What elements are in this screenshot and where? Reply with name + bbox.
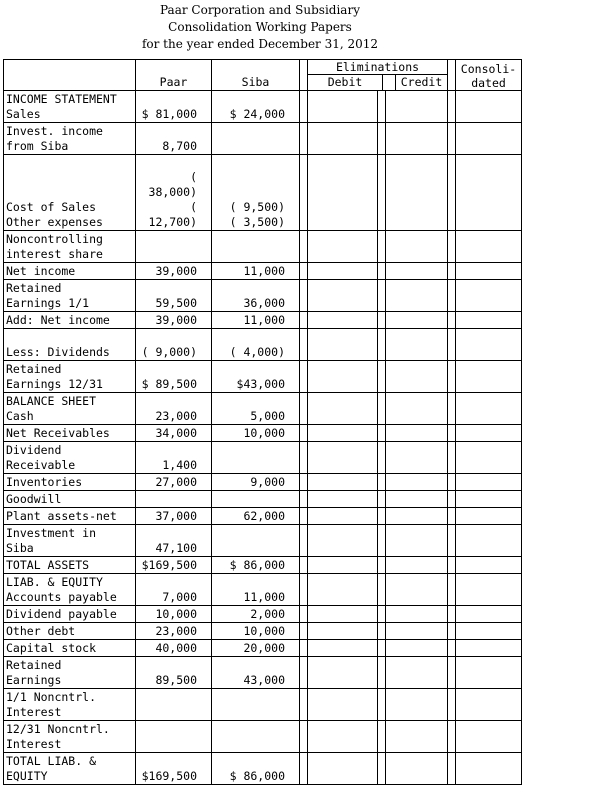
debit-cell: [308, 557, 378, 574]
table-row: [4, 442, 522, 474]
siba-value: 10,000: [212, 425, 300, 442]
credit-cell: [386, 442, 448, 474]
credit-cell: [386, 508, 448, 525]
table-row: [4, 393, 522, 425]
spacer-cell: [448, 280, 456, 312]
spacer-cell: [378, 525, 386, 557]
spacer-cell: [300, 474, 308, 491]
spacer-cell: [378, 312, 386, 329]
debit-cell: [308, 525, 378, 557]
table-row: [4, 721, 522, 753]
consolidated-cell: [456, 474, 522, 491]
spacer-cell: [448, 123, 456, 155]
row-label: 1/1 Noncntrl. Interest: [4, 689, 136, 721]
spacer-cell: [448, 361, 456, 393]
spacer-cell: [300, 491, 308, 508]
row-label: Inventories: [4, 474, 136, 491]
consolidated-cell: [456, 123, 522, 155]
row-label: Retained Earnings: [4, 657, 136, 689]
spacer-cell: [300, 263, 308, 280]
spacer-cell: [378, 623, 386, 640]
debit-cell: [308, 606, 378, 623]
siba-value: [212, 231, 300, 263]
table-row: [4, 361, 522, 393]
spacer-cell: [300, 557, 308, 574]
consolidated-cell: [456, 557, 522, 574]
credit-cell: [386, 280, 448, 312]
table-row: [4, 640, 522, 657]
consolidated-cell: [456, 689, 522, 721]
report-period: for the year ended December 31, 2012: [141, 37, 379, 51]
debit-cell: [308, 753, 378, 785]
spacer-cell: [300, 657, 308, 689]
spacer-cell: [448, 640, 456, 657]
paar-value: [136, 231, 212, 263]
paar-value: 8,700: [136, 123, 212, 155]
table-row: [4, 753, 522, 785]
spacer-cell: [448, 312, 456, 329]
debit-cell: [308, 657, 378, 689]
column-header-paar: Paar: [136, 60, 212, 91]
spacer-cell: [448, 491, 456, 508]
consolidated-cell: [456, 329, 522, 361]
consolidated-cell: [456, 231, 522, 263]
paar-value: [136, 491, 212, 508]
row-label: BALANCE SHEET Cash: [4, 393, 136, 425]
siba-value: $ 86,000: [212, 557, 300, 574]
spacer-cell: [448, 425, 456, 442]
table-row: [4, 574, 522, 606]
spacer-cell: [300, 689, 308, 721]
spacer-cell: [448, 60, 456, 91]
siba-value: [212, 123, 300, 155]
table-row: [4, 474, 522, 491]
row-label: Other debt: [4, 623, 136, 640]
consolidated-cell: [456, 508, 522, 525]
spacer-cell: [300, 91, 308, 123]
table-row: [4, 657, 522, 689]
siba-value: 11,000: [212, 263, 300, 280]
spacer-cell: [300, 329, 308, 361]
debit-cell: [308, 280, 378, 312]
paar-value: 59,500: [136, 280, 212, 312]
spacer-cell: [378, 474, 386, 491]
paar-value: 37,000: [136, 508, 212, 525]
row-label: TOTAL LIAB. & EQUITY: [4, 753, 136, 785]
spacer-cell: [448, 263, 456, 280]
spacer-cell: [300, 721, 308, 753]
spacer-cell: [378, 361, 386, 393]
paar-value: 10,000: [136, 606, 212, 623]
debit-cell: [308, 474, 378, 491]
debit-cell: [308, 263, 378, 280]
credit-cell: [386, 491, 448, 508]
spacer-cell: [300, 508, 308, 525]
table-row: [4, 525, 522, 557]
paar-value: $169,500: [136, 557, 212, 574]
siba-value: [212, 721, 300, 753]
table-row: [4, 91, 522, 123]
table-row: [4, 623, 522, 640]
debit-cell: [308, 721, 378, 753]
spacer-cell: [378, 123, 386, 155]
spacer-cell: [300, 753, 308, 785]
spacer-cell: [300, 393, 308, 425]
spacer-cell: [300, 231, 308, 263]
table-row: [4, 312, 522, 329]
credit-cell: [386, 231, 448, 263]
spacer-cell: [448, 721, 456, 753]
credit-cell: [386, 91, 448, 123]
debit-cell: [308, 425, 378, 442]
paar-value: $169,500: [136, 753, 212, 785]
credit-cell: [386, 623, 448, 640]
spacer-cell: [448, 393, 456, 425]
siba-value: 5,000: [212, 393, 300, 425]
debit-cell: [308, 491, 378, 508]
siba-value: 2,000: [212, 606, 300, 623]
credit-cell: [386, 474, 448, 491]
credit-cell: [386, 329, 448, 361]
spacer-cell: [378, 491, 386, 508]
spacer-cell: [448, 574, 456, 606]
spacer-cell: [300, 280, 308, 312]
paar-value: [136, 721, 212, 753]
spacer-cell: [448, 657, 456, 689]
table-row: [4, 491, 522, 508]
spacer-cell: [448, 91, 456, 123]
spacer-cell: [300, 606, 308, 623]
credit-cell: [386, 689, 448, 721]
debit-cell: [308, 312, 378, 329]
consolidated-cell: [456, 606, 522, 623]
debit-cell: [308, 91, 378, 123]
column-header-consolidated: Consoli- dated: [456, 60, 522, 91]
row-label: LIAB. & EQUITY Accounts payable: [4, 574, 136, 606]
credit-cell: [386, 525, 448, 557]
consolidated-cell: [456, 361, 522, 393]
paar-value: 7,000: [136, 574, 212, 606]
siba-value: 11,000: [212, 312, 300, 329]
column-header-debit: Debit: [308, 75, 383, 90]
spacer-cell: [448, 508, 456, 525]
paar-value: 34,000: [136, 425, 212, 442]
row-label: Less: Dividends: [4, 329, 136, 361]
paar-value: 39,000: [136, 312, 212, 329]
header-label-cell: [4, 60, 136, 91]
siba-value: 9,000: [212, 474, 300, 491]
column-header-siba: Siba: [212, 60, 300, 91]
consolidated-cell: [456, 525, 522, 557]
worksheet-body: [4, 91, 522, 785]
spacer-cell: [300, 312, 308, 329]
consolidated-cell: [456, 91, 522, 123]
row-label: Noncontrolling interest share: [4, 231, 136, 263]
spacer-cell: [300, 60, 308, 91]
consolidation-worksheet: [3, 59, 522, 785]
siba-value: $ 24,000: [212, 91, 300, 123]
column-header-credit: Credit: [400, 75, 443, 89]
row-label: Plant assets-net: [4, 508, 136, 525]
consolidated-cell: [456, 393, 522, 425]
table-row: [4, 263, 522, 280]
spacer-cell: [378, 657, 386, 689]
consolidated-cell: [456, 155, 522, 231]
spacer-cell: [448, 474, 456, 491]
credit-cell: [386, 155, 448, 231]
spacer-cell: [378, 91, 386, 123]
table-row: [4, 329, 522, 361]
siba-value: 11,000: [212, 574, 300, 606]
spacer-cell: [300, 525, 308, 557]
spacer-cell: [378, 721, 386, 753]
credit-cell: [386, 312, 448, 329]
report-subtitle: Consolidation Working Papers: [168, 20, 352, 34]
table-row: [4, 280, 522, 312]
row-label: Add: Net income: [4, 312, 136, 329]
row-label: Capital stock: [4, 640, 136, 657]
spacer-cell: [378, 640, 386, 657]
siba-value: 62,000: [212, 508, 300, 525]
credit-cell: [386, 640, 448, 657]
siba-value: ( 4,000): [212, 329, 300, 361]
siba-value: 20,000: [212, 640, 300, 657]
table-row: [4, 155, 522, 231]
spacer-cell: [448, 525, 456, 557]
spacer-cell: [378, 393, 386, 425]
siba-value: $43,000: [212, 361, 300, 393]
consolidated-cell: [456, 753, 522, 785]
spacer-cell: [300, 155, 308, 231]
debit-cell: [308, 574, 378, 606]
row-label: Dividend Receivable: [4, 442, 136, 474]
paar-value: 89,500: [136, 657, 212, 689]
spacer-cell: [378, 280, 386, 312]
row-label: INCOME STATEMENT Sales: [4, 91, 136, 123]
spacer-cell: [378, 574, 386, 606]
spacer-cell: [383, 75, 396, 90]
spacer-cell: [448, 442, 456, 474]
spacer-cell: [448, 623, 456, 640]
consolidated-cell: [456, 721, 522, 753]
spacer-cell: [300, 574, 308, 606]
debit-cell: [308, 689, 378, 721]
row-label: Dividend payable: [4, 606, 136, 623]
paar-value: 1,400: [136, 442, 212, 474]
consolidated-cell: [456, 657, 522, 689]
consolidated-cell: [456, 491, 522, 508]
siba-value: $ 86,000: [212, 753, 300, 785]
debit-cell: [308, 393, 378, 425]
row-label: Goodwill: [4, 491, 136, 508]
consolidated-cell: [456, 640, 522, 657]
spacer-cell: [378, 155, 386, 231]
spacer-cell: [378, 508, 386, 525]
debit-cell: [308, 123, 378, 155]
table-row: [4, 557, 522, 574]
siba-value: [212, 442, 300, 474]
column-header-eliminations: Eliminations: [308, 60, 447, 75]
debit-cell: [308, 329, 378, 361]
consolidated-cell: [456, 442, 522, 474]
report-title: Paar Corporation and Subsidiary: [160, 3, 360, 17]
siba-value: 36,000: [212, 280, 300, 312]
table-row: [4, 689, 522, 721]
paar-value: 23,000: [136, 393, 212, 425]
row-label: Investment in Siba: [4, 525, 136, 557]
consolidated-cell: [456, 263, 522, 280]
paar-value: $ 81,000: [136, 91, 212, 123]
spacer-cell: [300, 361, 308, 393]
spacer-cell: [300, 442, 308, 474]
credit-cell: [386, 361, 448, 393]
spacer-cell: [448, 557, 456, 574]
spacer-cell: [378, 689, 386, 721]
row-label: Invest. income from Siba: [4, 123, 136, 155]
consolidated-cell: [456, 280, 522, 312]
table-row: [4, 606, 522, 623]
credit-cell: [386, 657, 448, 689]
spacer-cell: [300, 623, 308, 640]
paar-value: 27,000: [136, 474, 212, 491]
credit-cell: [386, 721, 448, 753]
consolidated-cell: [456, 312, 522, 329]
row-label: Retained Earnings 12/31: [4, 361, 136, 393]
row-label: Net Receivables: [4, 425, 136, 442]
credit-cell: [386, 574, 448, 606]
table-row: [4, 425, 522, 442]
siba-value: 43,000: [212, 657, 300, 689]
siba-value: ( 9,500) ( 3,500): [212, 155, 300, 231]
debit-cell: [308, 640, 378, 657]
spacer-cell: [378, 425, 386, 442]
paar-value: ( 38,000) ( 12,700): [136, 155, 212, 231]
spacer-cell: [378, 753, 386, 785]
spacer-cell: [378, 442, 386, 474]
spacer-cell: [448, 155, 456, 231]
paar-value: 39,000: [136, 263, 212, 280]
credit-cell: [386, 393, 448, 425]
debit-cell: [308, 508, 378, 525]
paar-value: 23,000: [136, 623, 212, 640]
credit-cell: [386, 606, 448, 623]
consolidated-cell: [456, 574, 522, 606]
spacer-cell: [448, 231, 456, 263]
consolidated-cell: [456, 425, 522, 442]
debit-cell: [308, 361, 378, 393]
credit-cell: [386, 425, 448, 442]
table-row: [4, 508, 522, 525]
spacer-cell: [378, 263, 386, 280]
siba-value: 10,000: [212, 623, 300, 640]
paar-value: ( 9,000): [136, 329, 212, 361]
row-label: Net income: [4, 263, 136, 280]
spacer-cell: [378, 329, 386, 361]
table-row: [4, 123, 522, 155]
siba-value: [212, 491, 300, 508]
spacer-cell: [448, 606, 456, 623]
spacer-cell: [300, 640, 308, 657]
paar-value: 40,000: [136, 640, 212, 657]
debit-cell: [308, 623, 378, 640]
spacer-cell: [448, 329, 456, 361]
siba-value: [212, 689, 300, 721]
spacer-cell: [448, 753, 456, 785]
spacer-cell: [378, 231, 386, 263]
spacer-cell: [448, 689, 456, 721]
credit-cell: [386, 753, 448, 785]
paar-value: $ 89,500: [136, 361, 212, 393]
spacer-cell: [300, 425, 308, 442]
row-label: 12/31 Noncntrl. Interest: [4, 721, 136, 753]
spacer-cell: [378, 606, 386, 623]
row-label: TOTAL ASSETS: [4, 557, 136, 574]
consolidated-cell: [456, 623, 522, 640]
credit-cell: [386, 557, 448, 574]
paar-value: [136, 689, 212, 721]
siba-value: [212, 525, 300, 557]
spacer-cell: [378, 557, 386, 574]
row-label: Retained Earnings 1/1: [4, 280, 136, 312]
credit-cell: [386, 263, 448, 280]
debit-cell: [308, 442, 378, 474]
debit-cell: [308, 155, 378, 231]
eliminations-header: [308, 60, 448, 91]
row-label: Cost of Sales Other expenses: [4, 155, 136, 231]
debit-cell: [308, 231, 378, 263]
table-row: [4, 231, 522, 263]
paar-value: 47,100: [136, 525, 212, 557]
spacer-cell: [300, 123, 308, 155]
credit-cell: [386, 123, 448, 155]
